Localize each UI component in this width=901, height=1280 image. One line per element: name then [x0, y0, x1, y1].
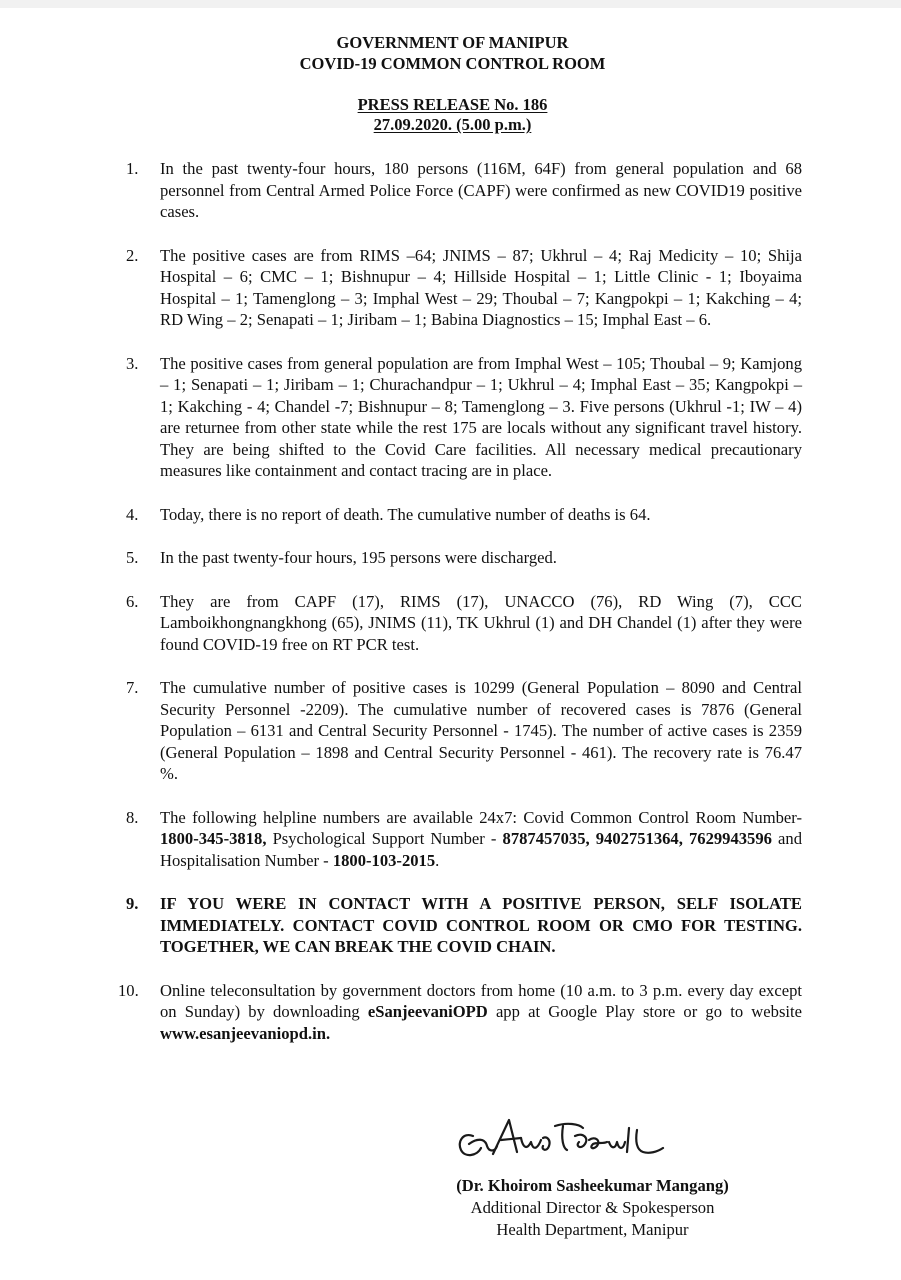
control-room-title: COVID-19 COMMON CONTROL ROOM [299, 54, 606, 73]
item-text-part: and Hospitalisation Number - [160, 829, 802, 870]
item-text [160, 894, 802, 956]
list-item [126, 245, 802, 331]
item-number: 5. [126, 548, 139, 567]
item-text [160, 981, 802, 1043]
handwritten-signature [451, 1108, 691, 1178]
signatory-department: Health Department, Manipur [496, 1220, 689, 1239]
list-item [126, 504, 802, 526]
government-title: GOVERNMENT OF MANIPUR [336, 33, 569, 52]
hospitalisation-number: 1800-103-2015 [332, 850, 436, 870]
list-item [126, 353, 802, 482]
item-text [160, 548, 557, 567]
item-number: 7. [126, 678, 139, 697]
item-number: 9. [126, 894, 139, 913]
signatory-title: Additional Director & Spokesperson [470, 1198, 715, 1217]
list-item [118, 980, 802, 1045]
item-number: 8. [126, 807, 139, 827]
release-items-list [118, 158, 802, 1044]
list-item [126, 158, 802, 223]
item-text-part: The positive cases from general population are from Imphal West – 105; Thoubal – 9; Kamjong – 1; Senapati – 1; Jiribam – 1; Churachandpur – 1; Ukhrul – 4; Imphal East – 35; Kangpokpi – 1; Kakching - 4; Chandel -7; Bishnupur – 8; Tamenglong – 3. Five persons (Ukhrul -1; IW – 4) are returnee from other state while the rest 175 are locals without any significant travel history. They are being shifted to the Covid Care facilities. All necessary medical precautionary measures like containment and contact tracing are in place. [160, 353, 802, 480]
item-text-part: . [435, 850, 440, 870]
signatory-name: (Dr. Khoirom Sasheekumar Mangang) [456, 1176, 729, 1195]
signature-block [410, 1175, 775, 1241]
list-item [126, 547, 802, 569]
item-text-part: Psychological Support Number - [266, 829, 503, 848]
list-item [126, 591, 802, 656]
item-number: 4. [126, 504, 139, 524]
press-release-number: PRESS RELEASE No. 186 [357, 95, 548, 114]
item-text-part: They are from CAPF (17), RIMS (17), UNACCO (76), RD Wing (7), CCC Lamboikhongnangkhong (65), JNIMS (11), TK Ukhrul (1) and DH Chandel (1) after they were found COVID-19 free on RT PCR test. [160, 591, 802, 654]
control-room-number: 1800-345-3818, [160, 829, 267, 848]
advisory-text: IF YOU WERE IN CONTACT WITH A POSITIVE PERSON, SELF ISOLATE IMMEDIATELY. CONTACT COVID CONTROL ROOM OR CMO FOR TESTING. TOGETHER, WE CAN BREAK THE COVID CHAIN. [160, 894, 802, 956]
list-item [126, 807, 802, 872]
item-text [160, 354, 802, 481]
item-text [160, 808, 802, 870]
item-text-part: app at Google Play store or go to website [487, 1002, 802, 1021]
app-name: eSanjeevaniOPD [367, 1002, 488, 1021]
item-text [160, 505, 651, 524]
item-text-part: In the past twenty-four hours, 180 persons (116M, 64F) from general population and 68 personnel from Central Armed Police Force (CAPF) were confirmed as new COVID19 positive cases. [160, 159, 802, 221]
item-text-part: Today, there is no report of death. The cumulative number of deaths is 64. [160, 504, 651, 524]
list-item [126, 893, 802, 958]
item-number: 2. [126, 245, 139, 265]
website-link: www.esanjeevaniopd.in. [160, 1023, 331, 1043]
item-text-part: In the past twenty-four hours, 195 persons were discharged. [160, 548, 557, 567]
item-text-part: The following helpline numbers are available 24x7: Covid Common Control Room Number- [160, 807, 802, 827]
item-number: 6. [126, 591, 139, 611]
item-text [160, 678, 802, 783]
item-text [160, 159, 802, 221]
item-text [160, 246, 802, 330]
press-release-heading [0, 95, 901, 135]
press-release-date: 27.09.2020. (5.00 p.m.) [373, 115, 532, 134]
document-header [0, 32, 901, 74]
item-text [160, 592, 802, 654]
list-item [126, 677, 802, 785]
item-text-part: The positive cases are from RIMS –64; JNIMS – 87; Ukhrul – 4; Raj Medicity – 10; Shija Hospital – 6; CMC – 1; Bishnupur – 4; Hillside Hospital – 1; Little Clinic - 1; Iboyaima Hospital – 1; Tamenglong – 3; Imphal West – 29; Thoubal – 7; Kangpokpi – 1; Kakching – 4; RD Wing – 2; Senapati – 1; Jiribam – 1; Babina Diagnostics – 15; Imphal East – 6. [160, 245, 802, 329]
item-number: 10. [118, 980, 139, 1000]
item-text-part: Online teleconsultation by government doctors from home (10 a.m. to 3 p.m. every day except on Sunday) by downloading [160, 980, 802, 1021]
top-strip [0, 0, 901, 8]
item-number: 3. [126, 353, 139, 373]
item-number: 1. [126, 159, 139, 178]
item-text-part: The cumulative number of positive cases is 10299 (General Population – 8090 and Central Security Personnel -2209). The cumulative number of recovered cases is 7876 (General Population – 6131 and Central Security Personnel - 1745). The number of active cases is 2359 (General Population – 1898 and Central Security Personnel - 461). The recovery rate is 76.47 %. [160, 678, 802, 783]
psychological-support-numbers: 8787457035, 9402751364, 7629943596 [502, 829, 772, 848]
